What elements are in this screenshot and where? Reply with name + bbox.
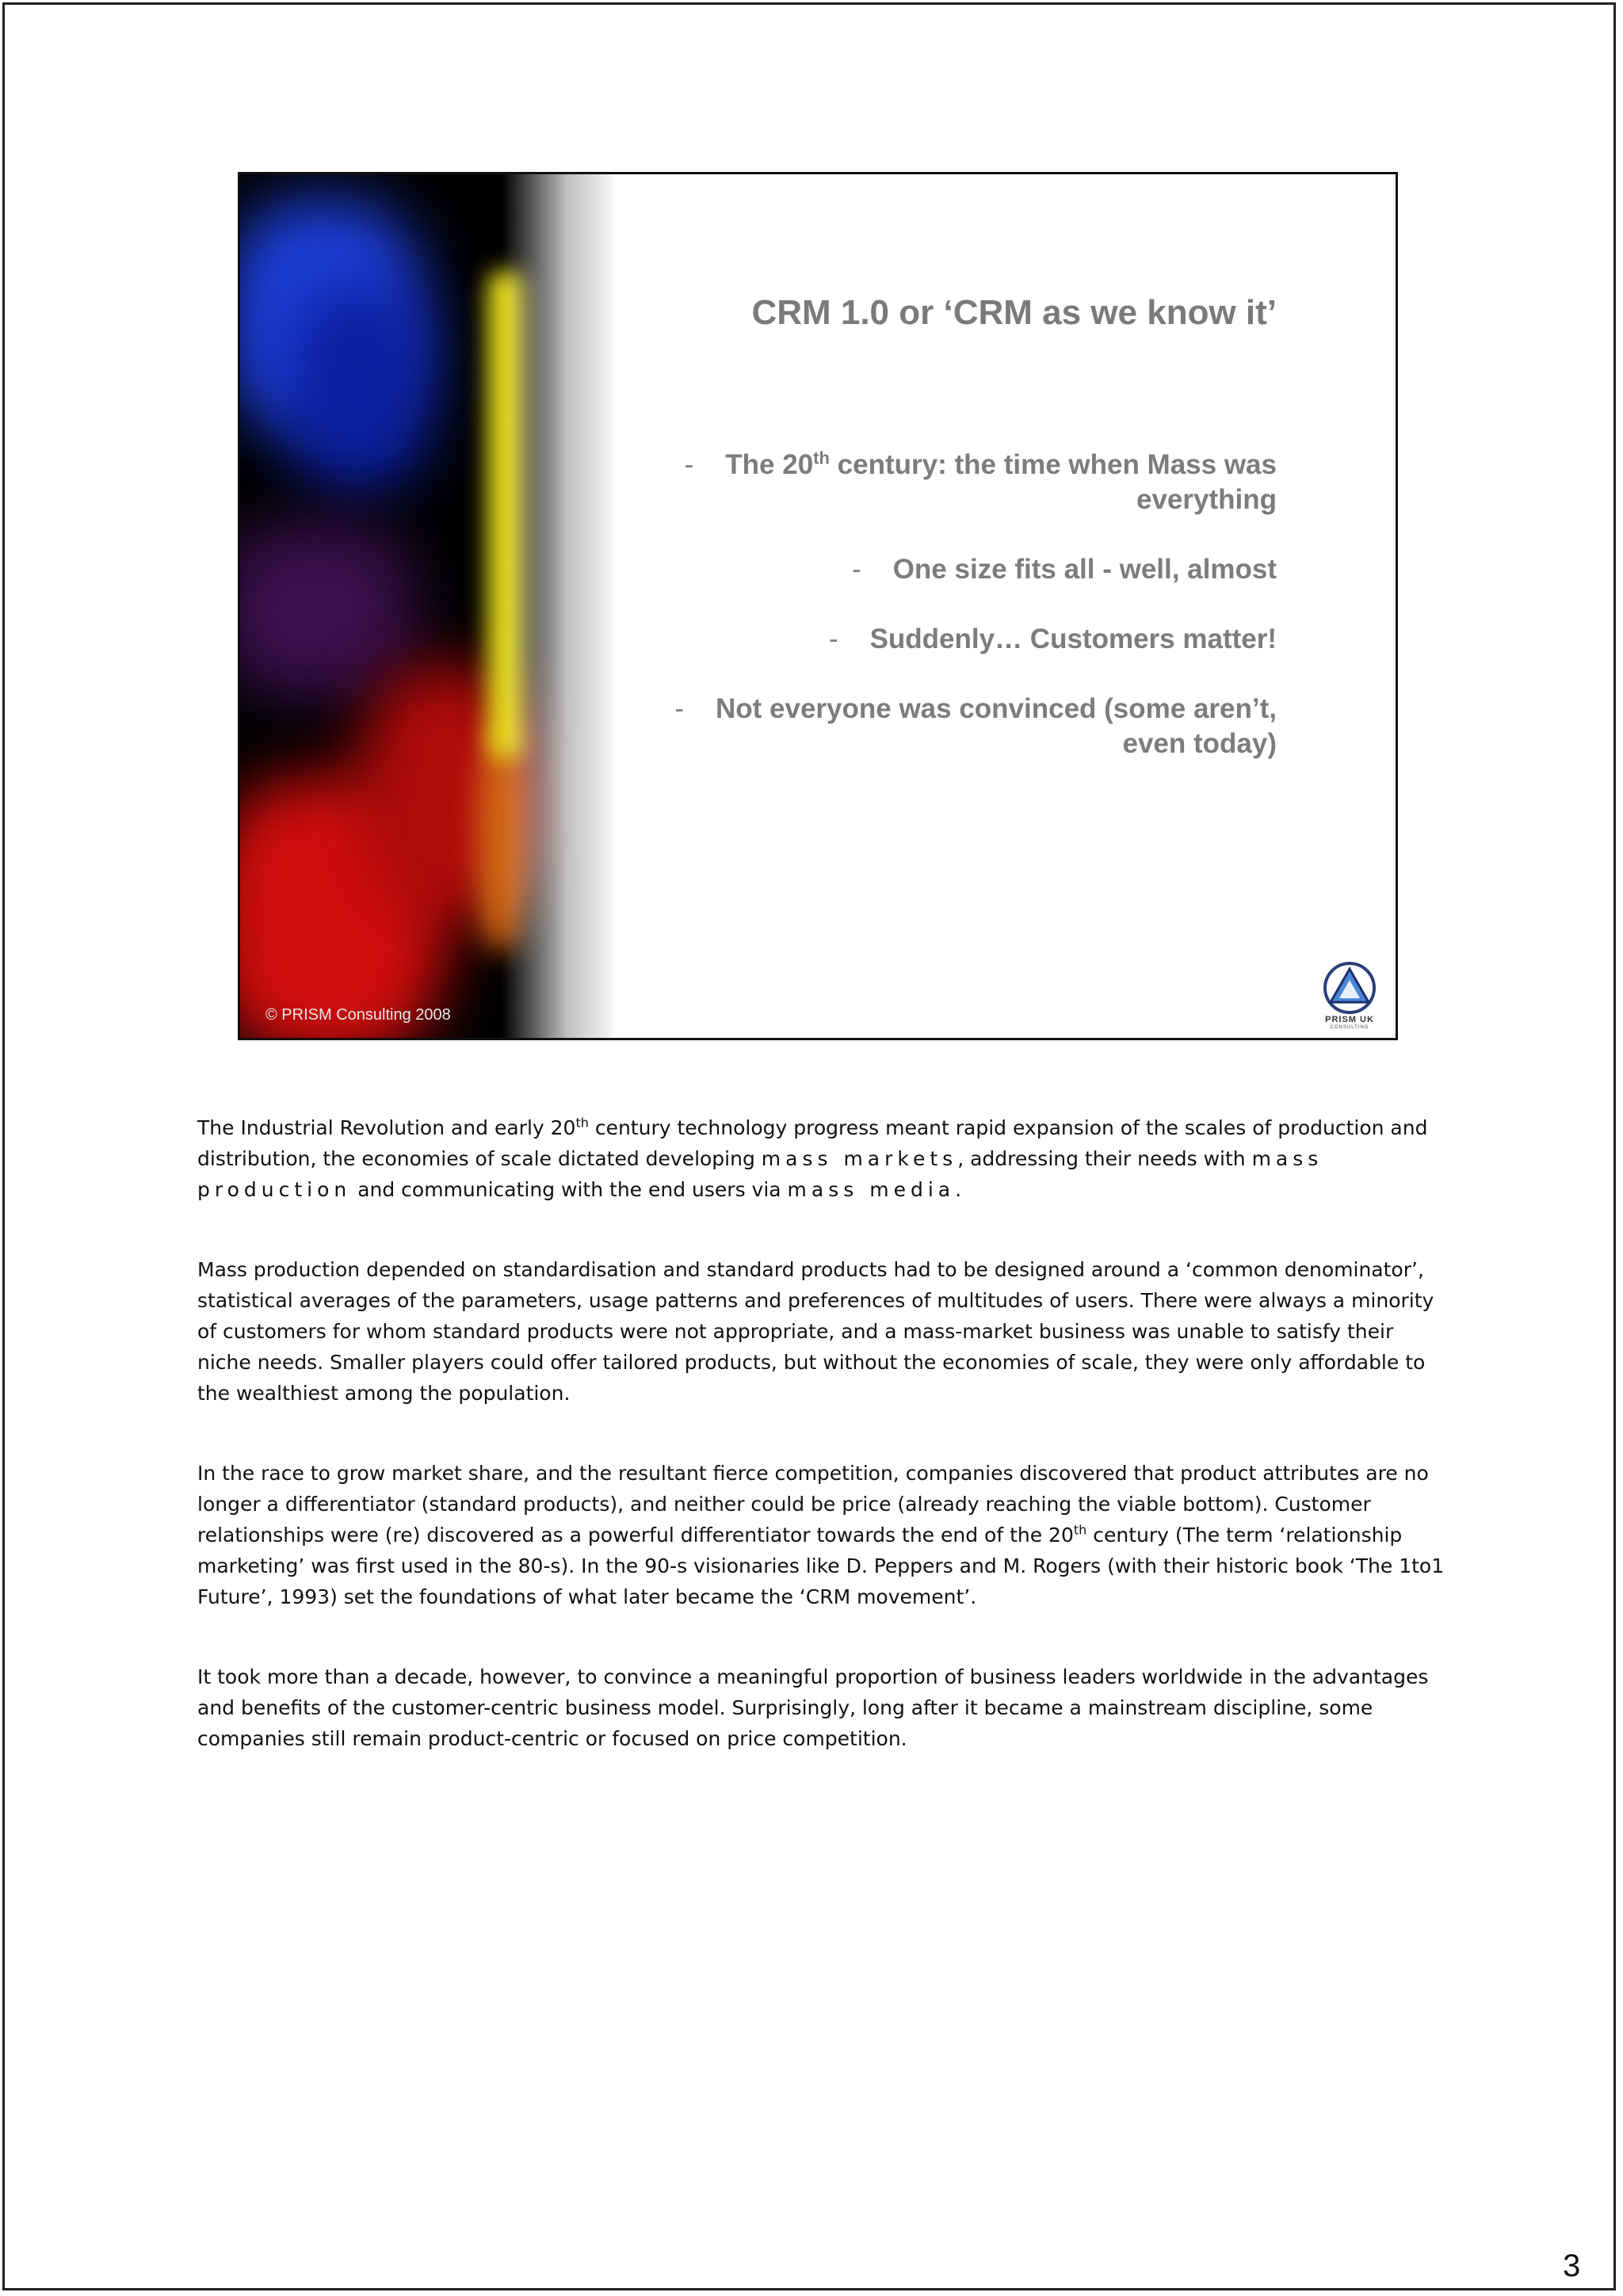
slide-bullet-list <box>674 448 1277 796</box>
slide-bullet: - Not everyone was convinced (some aren’t, even today) <box>674 693 1277 759</box>
prism-logo <box>1316 959 1383 1032</box>
notes-paragraph: The Industrial Revolution and early 20th century technology progress meant rapid expansion of the scales of production and distribution, the economies of scale dictated developing mass markets, addressing their needs with mass production and communicating with the end users via mass media. <box>197 1115 1428 1201</box>
slide-copyright: © PRISM Consulting 2008 <box>265 1006 451 1024</box>
notes-paragraph: In the race to grow market share, and the resultant fierce competition, companies discovered that product attributes are no longer a differentiator (standard products), and neither could be price (already reaching the viable bottom). Customer relationships were (re) discovered as a powerful differentiator towards the end of the 20th century (The term ‘relationship marketing’ was first used in the 80-s). In the 90-s visionaries like D. Peppers and M. Rogers (with their historic book ‘The 1to1 Future’, 1993) set the foundations of what later became the ‘CRM movement’. <box>197 1462 1445 1608</box>
notes-paragraph: It took more than a decade, however, to convince a meaningful proportion of business leaders worldwide in the advantages and benefits of the customer-centric business model. Surprisingly, long after it became a mainstream discipline, some companies still remain product-centric or focused on price competition. <box>197 1665 1429 1750</box>
speaker-notes <box>197 1112 1449 1803</box>
slide-thumbnail <box>238 172 1398 1040</box>
logo-subtext: CONSULTING <box>1330 1025 1369 1030</box>
triangle-logo-icon <box>1316 959 1383 1015</box>
logo-text: PRISM UK <box>1325 1015 1374 1024</box>
page-number: 3 <box>1563 2248 1581 2283</box>
slide-bullet: - One size fits all - well, almost <box>852 554 1277 585</box>
slide-title: CRM 1.0 or ‘CRM as we know it’ <box>751 293 1277 332</box>
slide-bullet: - The 20th century: the time when Mass was everything <box>684 448 1277 515</box>
slide-bullet: - Suddenly… Customers matter! <box>828 624 1277 654</box>
notes-paragraph: Mass production depended on standardisation and standard products had to be designed around a ‘common denominator’, statistical averages of the parameters, usage patterns and preferences of multitudes of users. There were always a minority of customers for whom standard products were not appropriate, and a mass-market business was unable to satisfy their niche needs. Smaller players could offer tailored products, but without the economies of scale, they were only affordable to the wealthiest among the population. <box>197 1258 1434 1405</box>
